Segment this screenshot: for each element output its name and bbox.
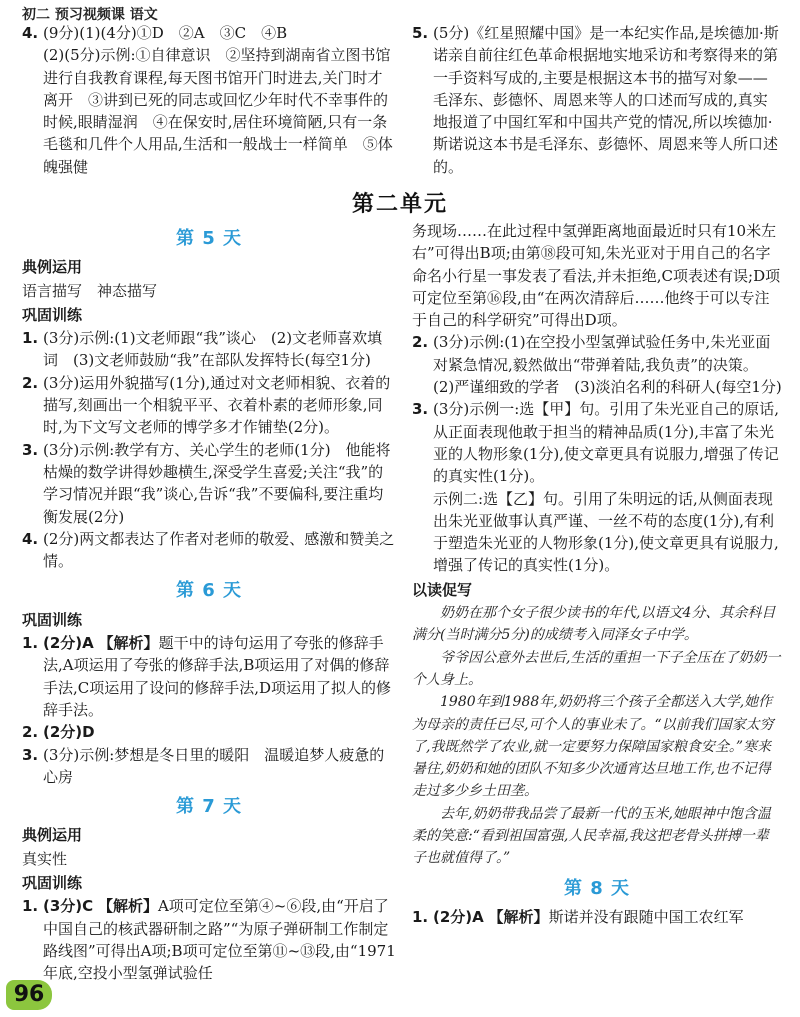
item-text: (3分)示例一:选【甲】句。引用了朱光亚自己的原话,从正面表现他敢于担当的精神品质(1分),丰富了朱光亚的人物形象(1分),使文章更具有说服力,增强了传记的真实性(1分)。 [433,400,780,486]
section-heading: 典例运用 [22,258,83,277]
item-text: A项可定位至第④~⑥段,由“开启了中国自己的核武器研制之路”“为原子弹研制工作制定路线图”可得出A项;B项可定位至第⑪~⑬段,由“1971年底,空投小型氢弹试验任 [43,897,396,983]
section-heading: 巩固训练 [22,610,83,629]
answer-choice: (2分)D [43,723,95,742]
answer-item [412,331,782,398]
item-number: 1. [412,907,429,926]
answer-choice: (2分)A [43,634,94,653]
unit-title: 第二单元 [351,192,448,217]
item-text: 示例二:选【乙】句。引用了朱明远的话,从侧面表现出朱光亚做事认真严谨、一丝不苟的态度(1分),有利于塑造朱光亚的人物形象(1分),使文章更具有说服力,增强了传记的真实性(1分)。 [433,489,779,575]
item-text: (2分)两文都表达了作者对老师的敬爱、感激和赞美之情。 [43,529,395,571]
answer-item [22,721,396,743]
answer-item [22,895,396,984]
right-column-main [412,220,782,928]
item-number: 3. [22,440,39,459]
item-number: 1. [22,634,39,653]
page-header: 初二 预习视频课 语文 [22,7,158,23]
analysis-tag: 【解析】 [97,897,158,916]
answer-item [22,744,396,789]
answer-item [412,906,782,928]
item-text: (3分)示例:教学有方、关心学生的老师(1分) 他能将枯燥的数学讲得妙趣横生,深受学生喜爱;关注“我”的学习情况并跟“我”谈心,告诉“我”不要偏科,要注重均衡发展(2分) [43,440,391,526]
answer-item [22,439,396,528]
essay-paragraph: 1980年到1988年,奶奶将三个孩子全都送入大学,她作为母亲的责任已尽,可个人的事业未了。“以前我们国家太穷了,我既然学了农业,就一定要努力保障国家粮食安全。”寒来暑往,奶奶和她的团队不知多少次通宵达旦地工作,也不记得走过多少乡土田垄。 [412,694,774,800]
analysis-tag: 【解析】 [98,634,159,653]
answer-item [22,327,396,372]
item-text: (3分)示例:(1)文老师跟“我”谈心 (2)文老师喜欢填词 (3)文老师鼓励“我”在部队发挥特长(每空1分) [43,329,383,370]
item-number: 1. [22,329,39,348]
essay-paragraph: 爷爷因公意外去世后,生活的重担一下子全压在了奶奶一个人身上。 [412,649,781,688]
section-heading: 巩固训练 [22,305,83,324]
item-line: (9分)(1)(4分)①D ②A ③C ④B [43,24,288,42]
left-column-main [22,220,396,985]
item-number: 5. [412,24,429,42]
answer-item [412,398,782,576]
answer-item [22,528,396,573]
page-number-badge: 96 [6,980,52,1010]
answer-choice: (3分)C [43,897,94,916]
section-heading: 以读促写 [412,580,473,599]
answer-item-4 [22,22,396,178]
essay-paragraph: 奶奶在那个女子很少读书的年代,以语文4分、其余科目满分(当时满分5分)的成绩考入同泽女子中学。 [412,605,776,644]
day-6-title: 第 6 天 [175,580,243,602]
section-heading: 典例运用 [22,826,83,845]
continuation-text: 务现场……在此过程中氢弹距离地面最近时只有10米左右”可得出B项;由第⑱段可知,朱光亚对于用自己的名字命名小行星一事发表了看法,并未拒绝,C项表述有误;D项可定位至第⑯段,由“在两次清辞后……他终于可以专注于自己的科学研究”可得出D项。 [412,222,781,330]
item-text: 斯诺并没有跟随中国工农红军 [548,907,744,926]
item-number: 2. [412,333,429,352]
answer-item [22,372,396,439]
example-answer: 真实性 [22,849,68,868]
item-text: (5分)《红星照耀中国》是一本纪实作品,是埃德加·斯诺亲自前往红色革命根据地实地采访和考察得来的第一手资料写成的,主要是根据这本书的描写对象——毛泽东、彭德怀、周恩来等人的口述而写成的,真实地报道了中国红军和中国共产党的情况,所以埃德加·斯诺说这本书是毛泽东、彭德怀、周恩来等人所口述的。 [433,24,779,176]
item-text: (3分)运用外貌描写(1分),通过对文老师相貌、衣着的描写,刻画出一个相貌平平、衣着朴素的老师形象,同时,为下文写文老师的博学多才作铺垫(2分)。 [43,373,391,437]
right-column-top [412,22,782,178]
left-column-top [22,22,396,178]
item-number: 1. [22,897,39,916]
answer-choice: (2分)A [433,907,484,926]
example-answer: 语言描写 神态描写 [22,281,158,300]
essay-paragraph: 去年,奶奶带我品尝了最新一代的玉米,她眼神中饱含温柔的笑意:“看到祖国富强,人民幸福,我这把老骨头拼搏一辈子也就值得了。” [412,805,771,867]
item-number: 2. [22,723,39,742]
item-line: (2)(5分)示例:①自律意识 ②坚持到湖南省立图书馆进行自我教育课程,每天图书馆开门时进去,关门时才离开 ③讲到已死的同志或回忆少年时代不幸事件的时候,眼睛湿润 ④在保安时,居住环境简陋,只有一条毛毯和几件个人用品,生活和一般战士一样简单 ⑤体魄强健 [43,46,393,176]
item-number: 4. [22,24,39,42]
item-number: 3. [22,745,39,764]
item-number: 3. [412,400,429,419]
item-text: 题干中的诗句运用了夸张的修辞手法,A项运用了夸张的修辞手法,B项运用了对偶的修辞手法,C项运用了设问的修辞手法,D项运用了拟人的修辞手法。 [43,634,392,719]
answer-item-5 [412,22,782,178]
item-text: (3分)示例:(1)在空投小型氢弹试验任务中,朱光亚面对紧急情况,毅然做出“带弹着陆,我负责”的决策。 (2)严谨细致的学者 (3)淡泊名利的科研人(每空1分) [433,333,782,397]
section-heading: 巩固训练 [22,874,83,893]
item-number: 4. [22,529,39,548]
item-number: 2. [22,373,39,392]
item-text: (3分)示例:梦想是冬日里的暖阳 温暖追梦人疲惫的心房 [43,745,385,786]
answer-item [22,632,396,721]
analysis-tag: 【解析】 [488,907,549,926]
day-8-title: 第 8 天 [563,877,631,899]
day-5-title: 第 5 天 [175,228,243,249]
day-7-title: 第 7 天 [175,796,243,818]
